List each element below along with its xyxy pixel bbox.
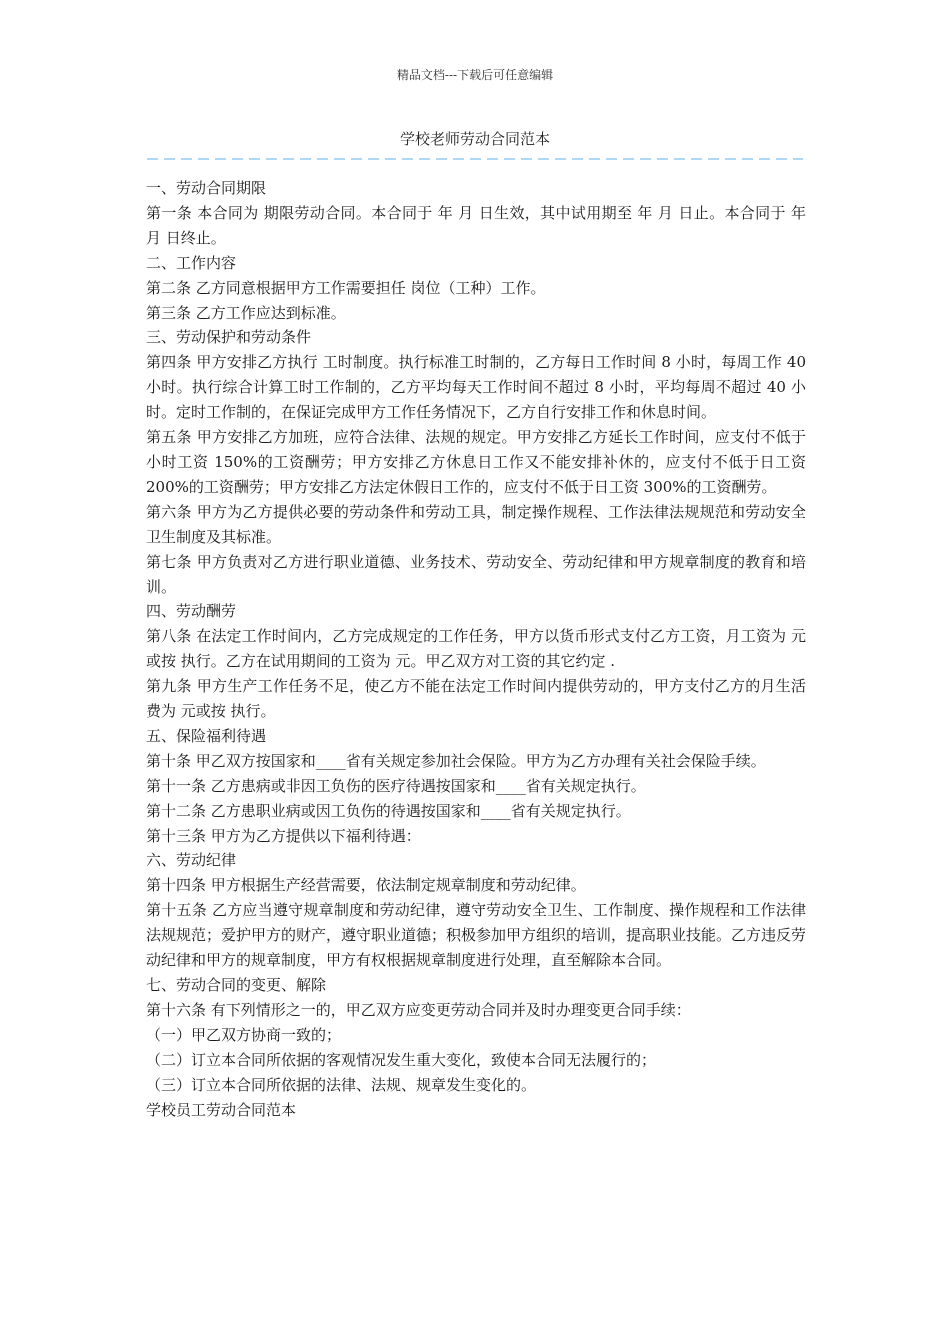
clause-16-1: （一）甲乙双方协商一致的； [146, 1025, 342, 1044]
section-heading-term: 一、劳动合同期限 [146, 179, 267, 197]
article-9: 第九条 甲方生产工作任务不足，使乙方不能在法定工作时间内提供劳动的，甲方支付乙方的月生活费为 元或按 执行。 [146, 677, 806, 721]
section-heading-change-termination: 七、劳动合同的变更、解除 [146, 976, 327, 994]
article-1: 第一条 本合同为 期限劳动合同。本合同于 年 月 日生效，其中试用期至 年 月 日止。本合同于 年 月 日终止。 [146, 203, 806, 247]
title-divider [147, 152, 803, 166]
section-heading-insurance: 五、保险福利待遇 [146, 726, 267, 745]
contract-body [146, 176, 806, 1122]
article-8: 第八条 在法定工作时间内，乙方完成规定的工作任务，甲方以货币形式支付乙方工资，月工资为 元或按 执行。乙方在试用期间的工资为 元。甲乙双方对工资的其它约定 . [146, 627, 806, 671]
article-14: 第十四条 甲方根据生产经营需要，依法制定规章制度和劳动纪律。 [146, 876, 586, 895]
section-heading-labor-protection: 三、劳动保护和劳动条件 [146, 328, 312, 347]
article-3: 第三条 乙方工作应达到标准。 [146, 303, 346, 322]
article-15: 第十五条 乙方应当遵守规章制度和劳动纪律，遵守劳动安全卫生、工作制度、操作规程和工作法律法规规范；爱护甲方的财产，遵守职业道德；积极参加甲方组织的培训，提高职业技能。乙方违反劳动纪律和甲方的规章制度，甲方有权根据规章制度进行处理，直至解除本合同。 [146, 901, 807, 970]
header-note: 精品文档---下载后可任意编辑 [396, 68, 554, 82]
article-7: 第七条 甲方负责对乙方进行职业道德、业务技术、劳动安全、劳动纪律和甲方规章制度的教育和培训。 [146, 552, 806, 596]
article-6: 第六条 甲方为乙方提供必要的劳动条件和劳动工具，制定操作规程、工作法律法规规范和劳动安全卫生制度及其标准。 [146, 502, 806, 546]
article-4: 第四条 甲方安排乙方执行 工时制度。执行标准工时制的，乙方每日工作时间 8 小时，每周工作 40 小时。执行综合计算工时工作制的，乙方平均每天工作时间不超过 8 小时，平均每周不超过 40 小时。定时工作制的，在保证完成甲方工作任务情况下，乙方自行安排工作和休息时间。 [146, 353, 806, 422]
document-title: 学校老师劳动合同范本 [399, 130, 550, 148]
clause-16-3: （三）订立本合同所依据的法律、法规、规章发生变化的。 [146, 1075, 537, 1094]
section-heading-remuneration: 四、劳动酬劳 [146, 602, 237, 621]
section-heading-discipline: 六、劳动纪律 [146, 851, 237, 870]
article-11: 第十一条 乙方患病或非因工负伤的医疗待遇按国家和____省有关规定执行。 [146, 776, 646, 795]
next-document-title: 学校员工劳动合同范本 [146, 1100, 297, 1119]
section-heading-work-content: 二、工作内容 [146, 253, 237, 272]
clause-16-2: （二）订立本合同所依据的客观情况发生重大变化，致使本合同无法履行的； [146, 1050, 657, 1069]
article-13: 第十三条 甲方为乙方提供以下福利待遇： [146, 826, 421, 845]
article-16: 第十六条 有下列情形之一的，甲乙双方应变更劳动合同并及时办理变更合同手续： [146, 1000, 691, 1019]
article-5: 第五条 甲方安排乙方加班，应符合法律、法规的规定。甲方安排乙方延长工作时间，应支付不低于小时工资 150%的工资酬劳；甲方安排乙方休息日工作又不能安排补休的，应支付不低于日工资 200%的工资酬劳；甲方安排乙方法定休假日工作的，应支付不低于日工资 300%的工资酬劳。 [146, 428, 806, 496]
article-2: 第二条 乙方同意根据甲方工作需要担任 岗位（工种）工作。 [146, 278, 546, 297]
article-12: 第十二条 乙方患职业病或因工负伤的待遇按国家和____省有关规定执行。 [146, 801, 631, 820]
article-10: 第十条 甲乙双方按国家和____省有关规定参加社会保险。甲方为乙方办理有关社会保险手续。 [146, 751, 766, 770]
